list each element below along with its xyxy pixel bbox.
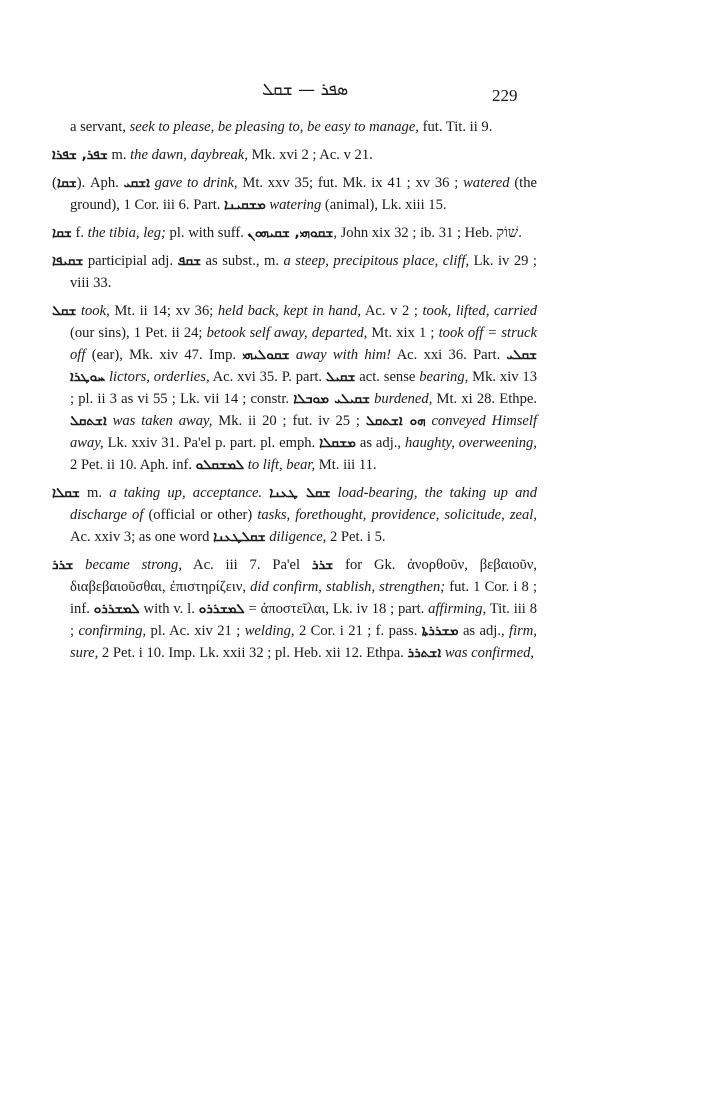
dictionary-entry	[52, 554, 537, 664]
entry-text: f.	[71, 225, 88, 241]
entry-text: fut. Tit. ii 9.	[418, 119, 493, 135]
italic-gloss: a steep, precipitous place, cliff,	[283, 253, 470, 269]
entry-text: Ac. xvi 35. P. part.	[209, 369, 326, 385]
italic-gloss: the tibia, leg;	[87, 225, 166, 241]
italic-gloss: to lift, bear,	[247, 457, 316, 473]
entry-text: , John xix 32 ; ib. 31 ; Heb. שׁוֹק.	[333, 225, 522, 241]
italic-gloss: burdened,	[374, 391, 433, 407]
italic-gloss: diligence,	[269, 529, 327, 545]
running-head: ܣܦܪ — ܫܩܠ	[262, 80, 349, 100]
entry-text: as adj.,	[355, 435, 405, 451]
syriac-word: ܡܫܩܠܐ	[319, 435, 356, 451]
entry-text: = ἀποστεῖλαι, Lk. iv 18 ; part.	[244, 601, 429, 617]
syriac-word: ܫܩܘܠܝܗܝ	[242, 347, 290, 363]
entry-text: (our sins), 1 Pet. ii 24;	[70, 325, 207, 341]
entry-text: Mk. ii 20 ; fut. iv 25 ;	[212, 413, 366, 429]
entry-text: Lk. xxiv 31. Pa'el p. part. pl. emph.	[103, 435, 320, 451]
entry-text: (animal), Lk. xiii 15.	[321, 197, 447, 213]
entry-text: Mk. xvi 2 ; Ac. v 21.	[247, 147, 373, 163]
dictionary-entry	[52, 482, 537, 548]
syriac-word: ܫܩܝܠܝ ܡܘܒܠܐ	[293, 391, 370, 407]
italic-gloss: load-bearing, the taking up and discharge of	[70, 485, 538, 523]
syriac-word: ܗܘ ܐܫܬܩܠ	[365, 413, 426, 429]
dictionary-entry	[52, 250, 537, 294]
italic-gloss: took,	[80, 303, 110, 319]
entry-text: 2 Pet. i 10. Imp. Lk. xxii 32 ; pl. Heb. xii 12. Ethpa.	[98, 645, 408, 661]
syriac-word: ܫܩܠ	[52, 303, 77, 319]
syriac-word: ܫܩܘܗܝ, ܫܩܝܗܘܢ	[247, 225, 334, 241]
syriac-word: ܫܩܠܝ ܚܘܛܪܐ	[70, 347, 538, 385]
entry-text: 2 Pet. ii 10. Aph. inf.	[70, 457, 196, 473]
syriac-word: ܫܩܠܐ	[52, 485, 80, 501]
italic-gloss: affirming,	[428, 601, 487, 617]
syriac-word: ܫܩܠܛܥܢܐ	[213, 529, 266, 545]
entry-text: (ear), Mk. xiv 47. Imp.	[85, 347, 243, 363]
italic-gloss: the dawn, daybreak,	[130, 147, 248, 163]
entry-text: Mt. iii 11.	[315, 457, 377, 473]
syriac-word: ܐܫܩܝ	[123, 175, 150, 191]
syriac-word: ܐܫܬܩܠ	[70, 413, 107, 429]
italic-gloss: was confirmed,	[444, 645, 535, 661]
italic-gloss: welding,	[244, 623, 295, 639]
dictionary-entry	[52, 300, 537, 476]
entry-text: pl. Ac. xiv 21 ;	[146, 623, 245, 639]
entry-text: participial adj.	[83, 253, 178, 269]
italic-gloss: haughty, overweening,	[404, 435, 537, 451]
entry-text: 2 Cor. i 21 ; f. pass.	[294, 623, 422, 639]
entry-text: pl. with suff.	[165, 225, 248, 241]
syriac-word: ܠܡܫܩܠܘ	[195, 457, 245, 473]
entry-continuation	[52, 116, 537, 138]
syriac-word: ܫܩܐ	[56, 175, 77, 191]
italic-gloss: took off = struck off	[70, 325, 537, 363]
italic-gloss: became strong,	[85, 557, 182, 573]
italic-gloss: firm, sure,	[70, 623, 537, 661]
entry-text	[73, 557, 85, 573]
entry-text: Mt. xxv 35; fut. Mk. ix 41 ; xv 36 ;	[237, 175, 464, 191]
entry-text: Mt. ii 14; xv 36;	[109, 303, 218, 319]
syriac-word: ܫܩܦ	[177, 253, 202, 269]
entry-text: fut. 1 Cor. i 8 ; inf.	[70, 579, 537, 617]
italic-gloss: was taken away,	[112, 413, 213, 429]
italic-gloss: bearing,	[419, 369, 469, 385]
italic-gloss: conveyed Himself away,	[70, 413, 538, 451]
syriac-word: ܠܡܫܪܪܘ	[198, 601, 245, 617]
syriac-word: ܡܫܪܪܬܐ	[421, 623, 459, 639]
entry-text: Ac. v 2 ;	[361, 303, 423, 319]
syriac-word: ܫܪܪ	[311, 557, 334, 573]
syriac-word: ܫܩܝܠ	[325, 369, 356, 385]
entry-text: with v. l.	[139, 601, 199, 617]
dictionary-entry	[52, 144, 537, 166]
italic-gloss: watered	[463, 175, 510, 191]
entry-text: (official or other)	[143, 507, 258, 523]
dictionary-body	[52, 116, 537, 670]
entry-text: Mk. xiv 13 ; pl. ii 3 as vi 55 ; Lk. vii 14 ; constr.	[70, 369, 537, 407]
italic-gloss: away with him!	[295, 347, 392, 363]
italic-gloss: seek to please, be pleasing to, be easy to manage,	[129, 119, 419, 135]
entry-text: as adj.,	[458, 623, 510, 639]
entry-text: Lk. iv 29 ; viii 33.	[70, 253, 537, 291]
italic-gloss: took, lifted, carried	[422, 303, 538, 319]
entry-text: m.	[79, 485, 110, 501]
entry-text: Ac. iii 7. Pa'el	[182, 557, 312, 573]
entry-text: for Gk. ἀνορθοῦν, βεβαιοῦν, διαβεβαιοῦσθαι, ἐπιστηρίζειν,	[70, 557, 538, 595]
syriac-word: ܫܩܠ ܛܥܢܐ	[269, 485, 331, 501]
entry-text: (	[52, 175, 57, 191]
entry-text: ). Aph.	[76, 175, 124, 191]
syriac-word: ܫܩܐ	[52, 225, 72, 241]
entry-text	[330, 485, 337, 501]
syriac-word: ܠܡܫܪܪܘ	[93, 601, 140, 617]
entry-text: Ac. xxiv 3; as one word	[70, 529, 214, 545]
italic-gloss: did confirm, stablish, strengthen;	[250, 579, 446, 595]
entry-text: Mt. xix 1 ;	[367, 325, 439, 341]
italic-gloss: tasks, forethought, providence, solicitude, zeal,	[257, 507, 538, 523]
syriac-word: ܫܦܪ, ܫܦܪܐ	[52, 147, 108, 163]
entry-text: act. sense	[355, 369, 420, 385]
dictionary-entry	[52, 222, 537, 244]
entry-text: Ac. xxi 36. Part.	[391, 347, 507, 363]
italic-gloss: betook self away, departed,	[206, 325, 368, 341]
entry-text: 2 Pet. i 5.	[326, 529, 386, 545]
entry-text: as subst., m.	[201, 253, 284, 269]
syriac-word: ܫܪܪ	[52, 557, 74, 573]
italic-gloss: gave to drink,	[154, 175, 238, 191]
italic-gloss: lictors, orderlies,	[109, 369, 210, 385]
page-number: 229	[492, 86, 518, 105]
entry-text: m.	[107, 147, 131, 163]
syriac-word: ܐܫܬܪܪ	[407, 645, 442, 661]
italic-gloss: held back, kept in hand,	[217, 303, 362, 319]
syriac-word: ܫܩܝܦܐ	[52, 253, 84, 269]
italic-gloss: watering	[269, 197, 322, 213]
entry-text: a servant,	[70, 119, 130, 135]
entry-text: (the ground), 1 Cor. iii 6. Part.	[70, 175, 538, 213]
entry-text: Tit. iii 8 ;	[70, 601, 537, 639]
entry-text: Mt. xi 28. Ethpe.	[432, 391, 537, 407]
italic-gloss: a taking up, acceptance.	[109, 485, 263, 501]
dictionary-entry	[52, 172, 537, 216]
syriac-word: ܡܫܩܝܢܐ	[224, 197, 266, 213]
italic-gloss: confirming,	[78, 623, 147, 639]
